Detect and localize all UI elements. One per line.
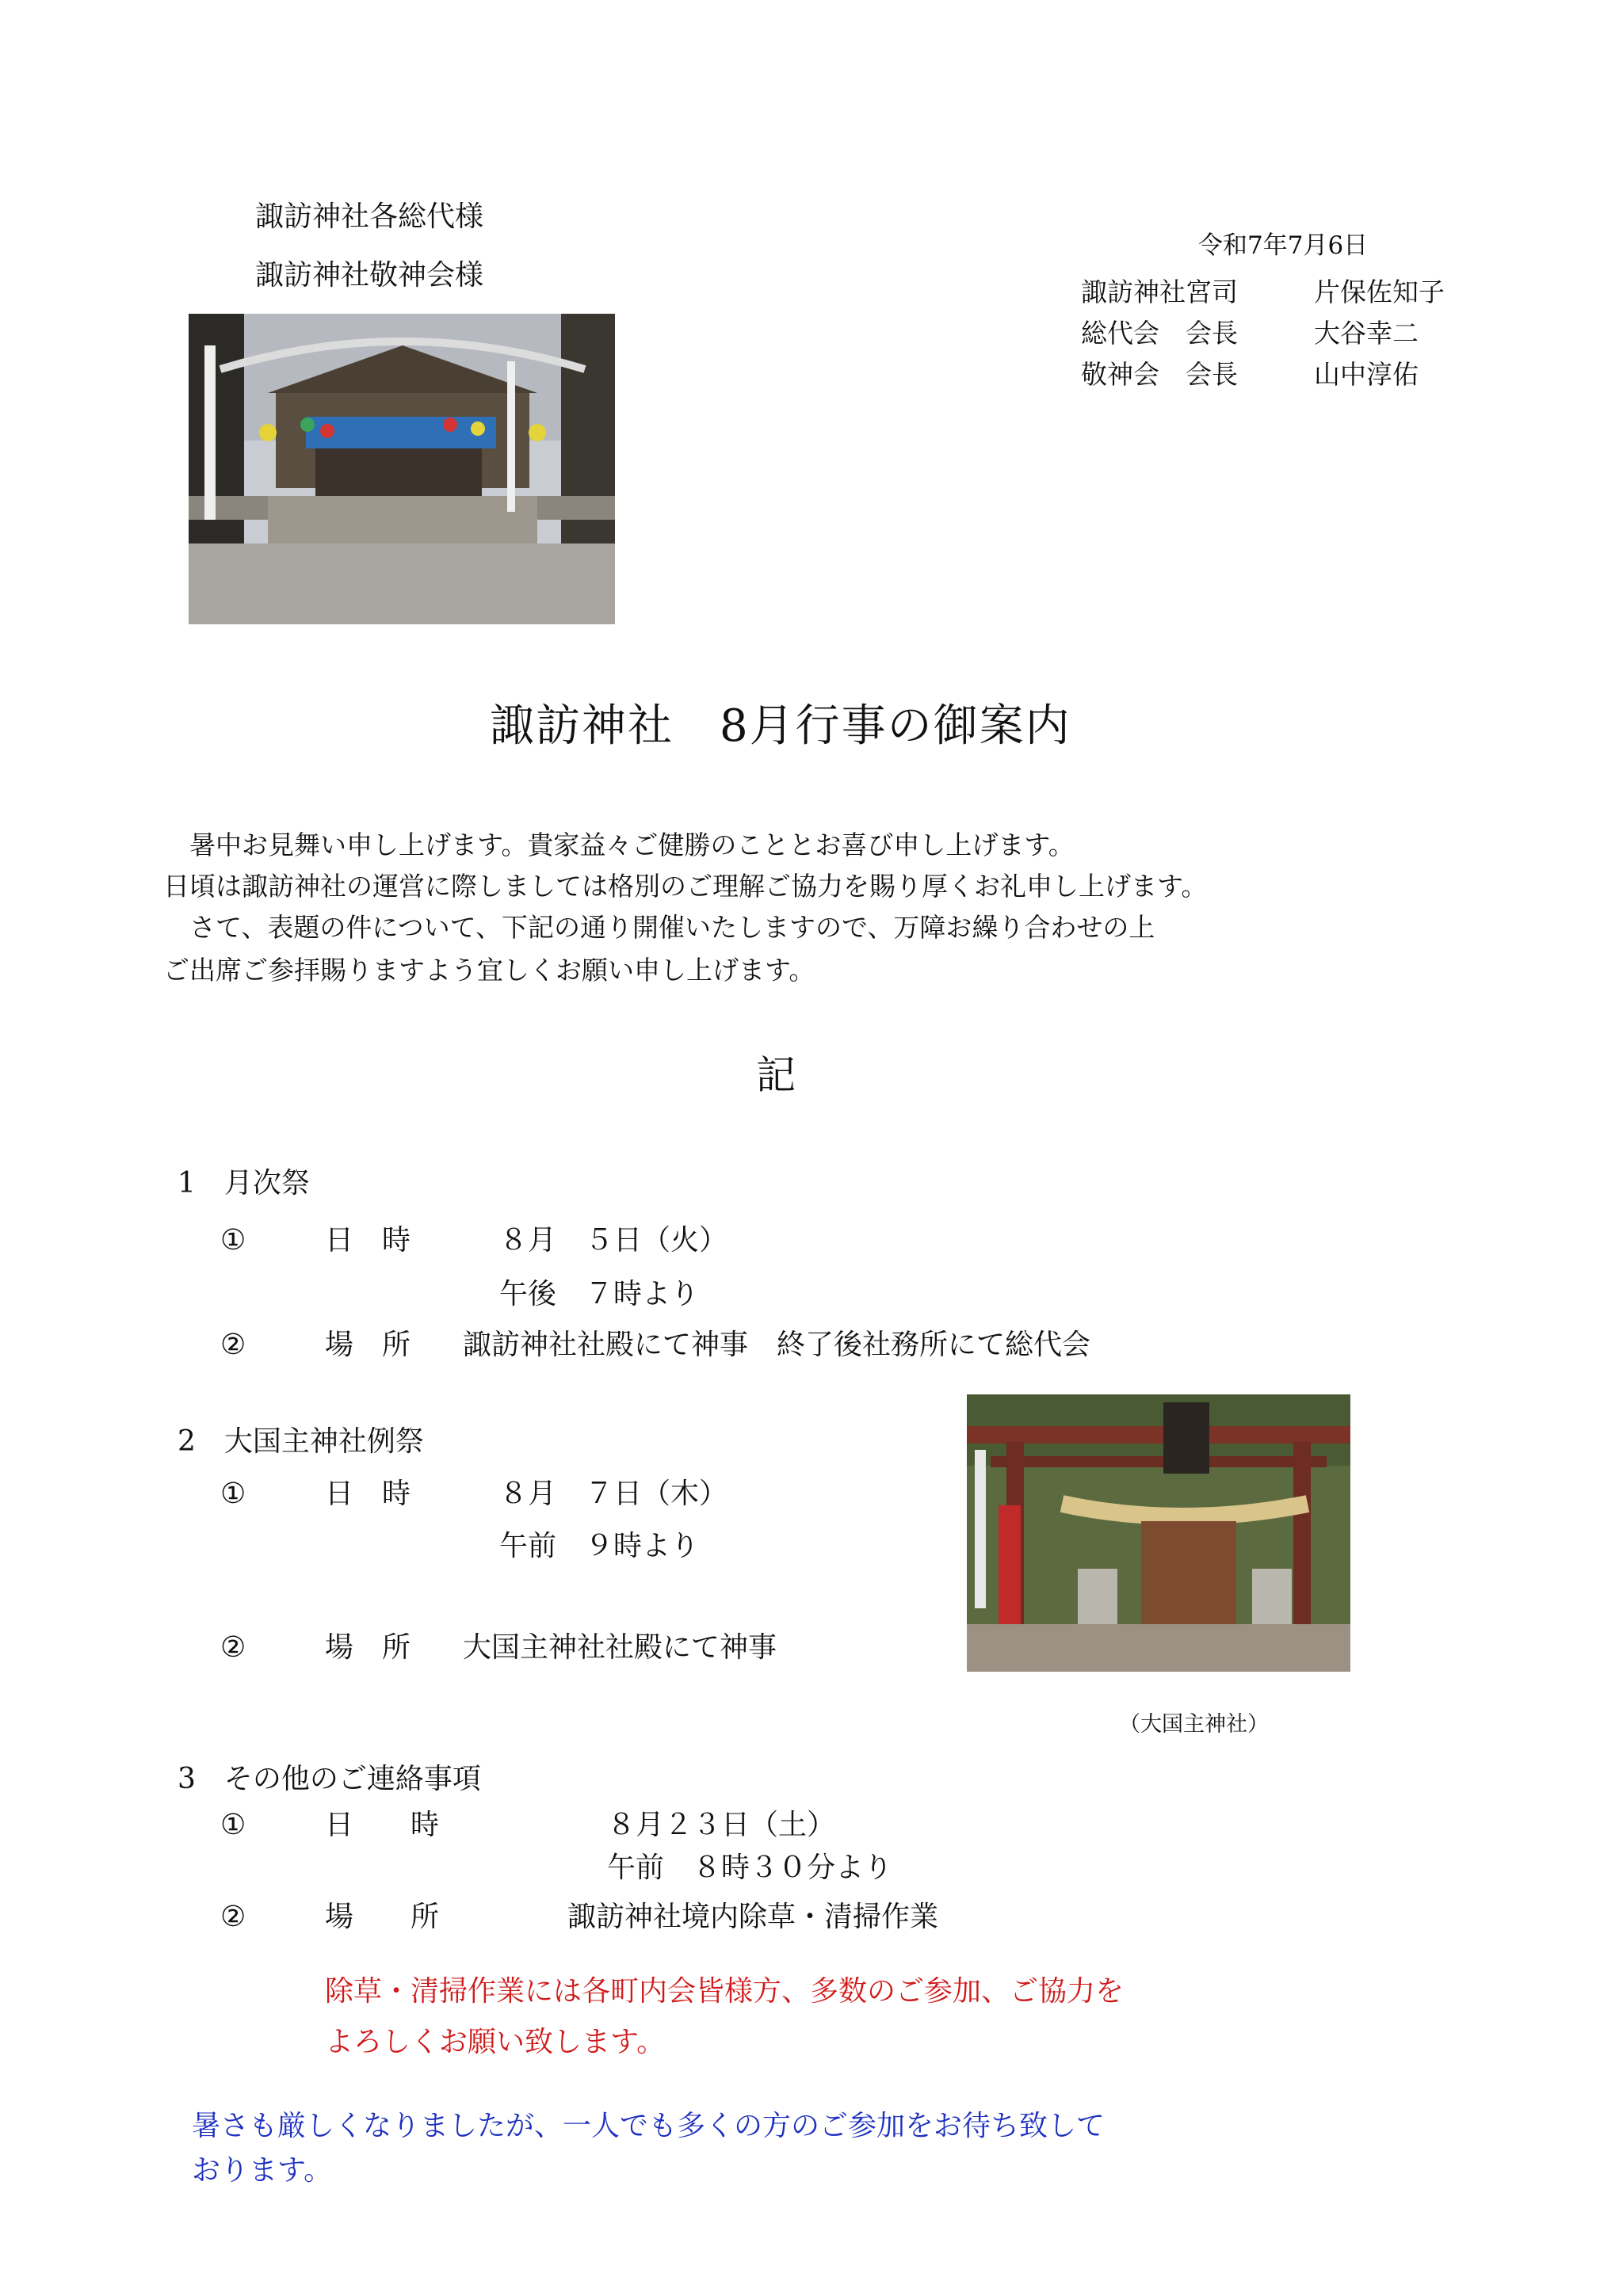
addressee-2: 諏訪神社敬神会様: [255, 259, 484, 292]
body-line-2: 日頃は諏訪神社の運営に際しましては格別のご理解ご協力を賜り厚くお礼申し上げます。: [163, 871, 1208, 902]
sender-name-2: 大谷幸二: [1314, 318, 1419, 349]
section-3-place-value: 諏訪神社境内除草・清掃作業: [567, 1901, 939, 1933]
sender-role-3: 敬神会 会長: [1081, 359, 1238, 390]
red-note-line-1: 除草・清掃作業には各町内会皆様方、多数のご参加、ご協力を: [325, 1975, 1125, 2008]
circled-2-mark: ②: [220, 1329, 246, 1361]
circled-1-mark: ①: [220, 1224, 246, 1257]
section-3-date-value: ８月２３日（土）: [607, 1809, 836, 1841]
circled-2-mark: ②: [220, 1631, 246, 1664]
addressee-1: 諏訪神社各総代様: [255, 200, 484, 233]
section-2-date-label: 日 時: [325, 1478, 411, 1510]
section-2-place-value: 大国主神社社殿にて神事: [463, 1631, 777, 1664]
section-2-date-row: [220, 1477, 262, 1512]
section-3-date-row: [220, 1808, 262, 1843]
sender-role-2: 総代会 会長: [1081, 318, 1238, 349]
sender-role-1: 諏訪神社宮司: [1081, 277, 1238, 307]
sender-name-1: 片保佐知子: [1314, 277, 1445, 307]
photo-caption: （大国主神社）: [1119, 1712, 1269, 1737]
body-line-3: さて、表題の件について、下記の通り開催いたしますので、万障お繰り合わせの上: [163, 912, 1155, 943]
red-note-line-2: よろしくお願い致します。: [325, 2026, 666, 2058]
sender-name-3: 山中淳佑: [1314, 359, 1419, 390]
body-line-1: 暑中お見舞い申し上げます。貴家益々ご健勝のこととお喜び申し上げます。: [163, 830, 1075, 860]
blue-note-line-1: 暑さも厳しくなりましたが、一人でも多くの方のご参加をお待ち致して: [192, 2110, 1106, 2142]
section-2-place-label: 場 所: [325, 1631, 411, 1664]
section-2-heading: 2 大国主神社例祭: [178, 1425, 424, 1458]
section-3-place-label: 場 所: [325, 1901, 440, 1933]
section-1-place-label: 場 所: [325, 1329, 411, 1361]
suwa-shrine-photo: [189, 314, 615, 624]
section-1-place-row: [220, 1328, 262, 1363]
circled-1-mark: ①: [220, 1809, 246, 1841]
section-1-heading: 1 月次祭: [178, 1167, 310, 1199]
body-line-4: ご出席ご参拝賜りますよう宜しくお願い申し上げます。: [163, 955, 815, 986]
section-1-time-value: 午後 ７時より: [499, 1278, 700, 1310]
issue-date: 令和7年7月6日: [1198, 231, 1369, 260]
circled-2-mark: ②: [220, 1901, 246, 1933]
section-3-heading: 3 その他のご連絡事項: [178, 1763, 481, 1795]
page-title: 諏訪神社 8月行事の御案内: [490, 700, 1071, 752]
circled-1-mark: ①: [220, 1478, 246, 1510]
section-1-date-label: 日 時: [325, 1224, 411, 1257]
blue-note-line-2: おります。: [192, 2154, 333, 2187]
section-1-date-row: [220, 1223, 262, 1258]
section-2-date-value: ８月 ７日（木）: [499, 1478, 728, 1510]
section-1-date-value: ８月 ５日（火）: [499, 1224, 728, 1257]
section-3-date-label: 日 時: [325, 1809, 440, 1841]
ki-heading: 記: [756, 1052, 796, 1098]
section-3-place-row: [220, 1900, 262, 1935]
okuninushi-shrine-photo: [967, 1394, 1350, 1672]
section-1-place-value: 諏訪神社社殿にて神事 終了後社務所にて総代会: [463, 1329, 1091, 1361]
section-3-time-value: 午前 ８時３０分より: [607, 1852, 893, 1884]
section-2-time-value: 午前 ９時より: [499, 1530, 700, 1562]
section-2-place-row: [220, 1630, 262, 1665]
